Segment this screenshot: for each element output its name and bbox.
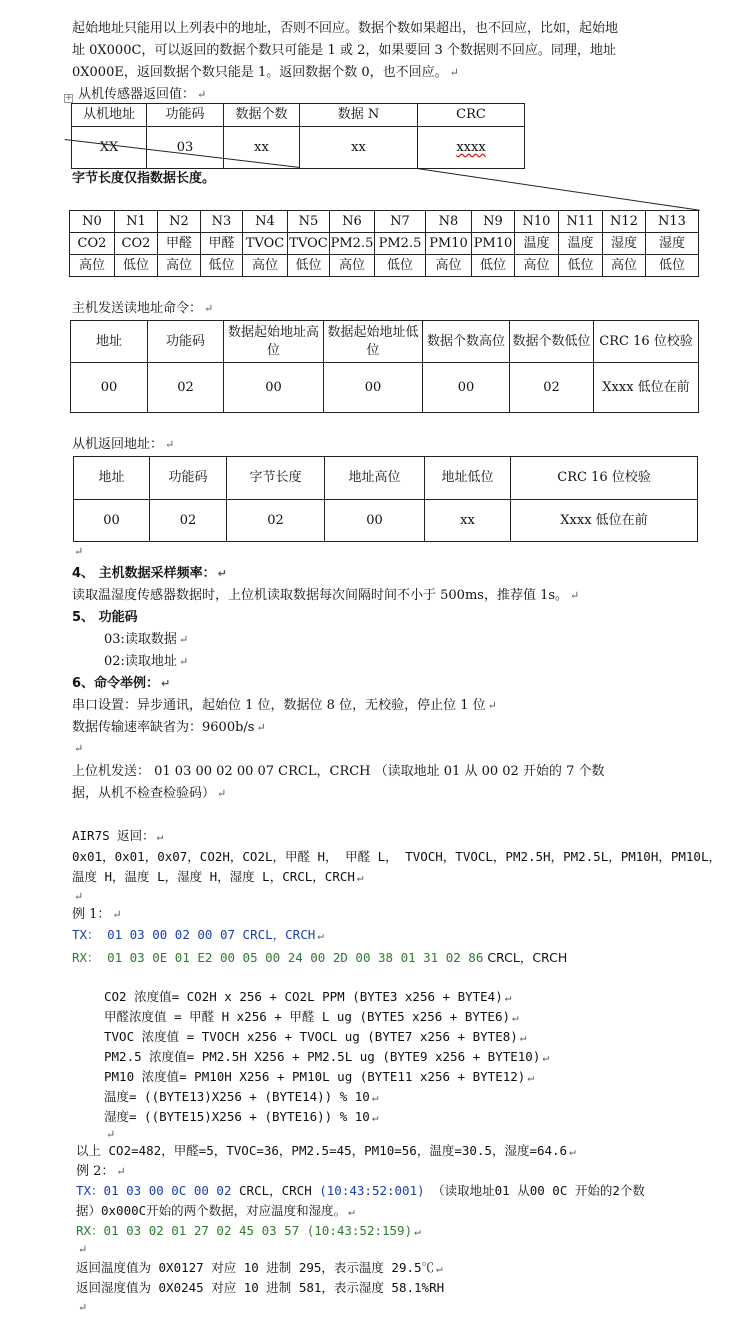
host-send-line-2: 据，从机不检查检验码） ↵: [72, 786, 227, 801]
t2-header-cell: N1: [115, 211, 158, 233]
t3-header-cell: 数据起始地址低位: [324, 321, 423, 363]
example1-title: 例 1： ↵: [72, 907, 122, 922]
t2-header-cell: N9: [472, 211, 515, 233]
t2-cell: 高位: [603, 255, 646, 277]
t2-cell: 湿度: [603, 233, 646, 255]
sensor-return-table: [71, 103, 525, 169]
section6-title: 6、命令举例： ↵: [72, 676, 171, 691]
t4-header-cell: 地址: [74, 457, 150, 500]
empty-paragraph: ↵: [74, 742, 84, 755]
t3-header-cell: 数据个数低位: [510, 321, 594, 363]
example2-tx-crc: CRCL，CRCH: [231, 1183, 312, 1198]
t3-header-cell: CRC 16 位校验: [594, 321, 699, 363]
formula-pm25: PM2.5 浓度值= PM2.5H X256 + PM2.5L ug (BYTE9 x256 + BYTE10) ↵: [104, 1049, 549, 1064]
t2-cell: TVOC: [243, 233, 288, 255]
example1-summary: 以上 CO2=482，甲醛=5，TVOC=36，PM2.5=45，PM10=56，温度=30.5，湿度=64.6 ↵: [76, 1143, 576, 1158]
t2-cell: 低位: [646, 255, 699, 277]
t3-cell: 02: [148, 363, 224, 413]
section4-title: 4、 主机数据采样频率： ↵: [72, 566, 227, 581]
t4-cell: 00: [325, 500, 425, 542]
t2-cell: 低位: [472, 255, 515, 277]
t2-cell: TVOC: [288, 233, 330, 255]
formula-co2: CO2 浓度值= CO2H x 256 + CO2L PPM (BYTE3 x256 + BYTE4) ↵: [104, 989, 512, 1004]
formula-tvoc: TVOC 浓度值 = TVOCH x256 + TVOCL ug (BYTE7 x256 + BYTE8) ↵: [104, 1029, 527, 1044]
t2-cell: 低位: [115, 255, 158, 277]
example1-rx-bytes: RX： 01 03 0E 01 E2 00 05 00 24 00 2D 00 38 01 31 02 86: [72, 950, 484, 965]
example1-tx: TX： 01 03 00 02 00 07 CRCL，CRCH ↵: [72, 927, 324, 942]
example2-rx: RX：01 03 02 01 27 02 45 03 57 (10:43:52:159) ↵: [76, 1223, 421, 1238]
t2-header-cell: N12: [603, 211, 646, 233]
air7s-return-title: AIR7S 返回： ↵: [72, 828, 164, 843]
t3-header-cell: 功能码: [148, 321, 224, 363]
air7s-return-line-2: 温度 H，温度 L，湿度 H，湿度 L，CRCL，CRCH ↵: [72, 869, 364, 884]
example2-tx: [76, 1185, 645, 1198]
t2-header-cell: N13: [646, 211, 699, 233]
t2-cell: 甲醛: [201, 233, 243, 255]
t4-header-cell: 地址高位: [325, 457, 425, 500]
t2-cell: 温度: [515, 233, 559, 255]
example2-temperature: 返回温度值为 0X0127 对应 10 进制 295，表示温度 29.5℃ ↵: [76, 1260, 443, 1275]
empty-paragraph: ↵: [78, 1243, 88, 1256]
example2-humidity: 返回湿度值为 0X0245 对应 10 进制 581，表示湿度 58.1%RH: [76, 1280, 445, 1295]
t3-header-cell: 数据起始地址高位: [224, 321, 324, 363]
section5-title: 5、 功能码: [72, 610, 138, 625]
t3-cell: 00: [324, 363, 423, 413]
intro-line-1: 起始地址只能用以上列表中的地址，否则不回应。数据个数如果超出，也不回应，比如，起始地: [72, 21, 619, 36]
t2-cell: 高位: [515, 255, 559, 277]
host-read-command-table: [70, 320, 699, 413]
empty-paragraph: ↵: [78, 1301, 88, 1314]
t2-cell: 高位: [158, 255, 201, 277]
t4-header-cell: 地址低位: [425, 457, 511, 500]
t2-header-cell: N4: [243, 211, 288, 233]
t2-header-cell: N3: [201, 211, 243, 233]
t2-cell: CO2: [115, 233, 158, 255]
t4-crc-cell: Xxxx 低位在前: [511, 500, 698, 542]
empty-paragraph: ↵: [106, 1128, 116, 1141]
t2-header-cell: N2: [158, 211, 201, 233]
intro-line-2: 址 0X000C，可以返回的数据个数只可能是 1 或 2，如果要回 3 个数据则不回应。同理，地址: [72, 43, 616, 58]
t2-cell: 高位: [426, 255, 472, 277]
formula-temperature: 温度= ((BYTE13)X256 + (BYTE14)) % 10 ↵: [104, 1089, 379, 1104]
t2-cell: CO2: [70, 233, 115, 255]
t2-cell: 低位: [201, 255, 243, 277]
t2-cell: PM2.5: [375, 233, 426, 255]
t2-cell: 甲醛: [158, 233, 201, 255]
t2-header-cell: N6: [330, 211, 375, 233]
t3-crc-cell: Xxxx 低位在前: [594, 363, 699, 413]
empty-paragraph: ↵: [74, 545, 84, 558]
table-move-handle[interactable]: +: [65, 93, 73, 103]
example2-tx-note-2: 据）0x000C开始的两个数据，对应温度和湿度。 ↵: [76, 1203, 355, 1218]
formula-formaldehyde: 甲醛浓度值 = 甲醛 H x256 + 甲醛 L ug (BYTE5 x256 + BYTE6) ↵: [104, 1009, 519, 1024]
intro-line-3: 0X000E，返回数据个数只能是 1。返回数据个数 0，也不回应。 ↵: [72, 65, 459, 80]
t4-header-cell: CRC 16 位校验: [511, 457, 698, 500]
t3-header-cell: 数据个数高位: [423, 321, 510, 363]
t1-cell: XX: [72, 127, 147, 169]
t1-header-cell: 数据 N: [300, 104, 418, 127]
air7s-return-line-1: 0x01，0x01，0x07，CO2H，CO2L，甲醛 H， 甲醛 L， TVOCH，TVOCL，PM2.5H，PM2.5L，PM10H，PM10L，: [72, 849, 721, 864]
baud-rate: 数据传输速率缺省为：9600b/s ↵: [72, 720, 266, 735]
table1-title: 从机传感器返回值： ↵: [78, 87, 207, 102]
t3-cell: 00: [224, 363, 324, 413]
t3-cell: 02: [510, 363, 594, 413]
t2-header-cell: N7: [375, 211, 426, 233]
function-code-item: 02:读取地址 ↵: [104, 654, 189, 669]
t3-cell: 00: [71, 363, 148, 413]
t2-header-cell: N11: [559, 211, 603, 233]
data-bytes-table: [69, 210, 699, 277]
t2-cell: 低位: [288, 255, 330, 277]
t3-header-cell: 地址: [71, 321, 148, 363]
t2-cell: PM2.5: [330, 233, 375, 255]
t2-cell: 高位: [243, 255, 288, 277]
t1-cell: [418, 127, 525, 169]
t2-cell: 温度: [559, 233, 603, 255]
example1-rx: [72, 952, 567, 965]
t3-cell: 00: [423, 363, 510, 413]
t1-cell: xx: [224, 127, 300, 169]
t1-header-cell: 数据个数: [224, 104, 300, 127]
t4-header-cell: 功能码: [150, 457, 227, 500]
table4-title: 从机返回地址： ↵: [72, 437, 175, 452]
t1-cell: xx: [300, 127, 418, 169]
t1-header-cell: CRC: [418, 104, 525, 127]
t2-cell: 低位: [375, 255, 426, 277]
t2-header-cell: N0: [70, 211, 115, 233]
formula-pm10: PM10 浓度值= PM10H X256 + PM10L ug (BYTE11 x256 + BYTE12) ↵: [104, 1069, 534, 1084]
host-send-line-1: 上位机发送： 01 03 00 02 00 07 CRCL，CRCH （读取地址 01 从 00 02 开始的 7 个数: [72, 764, 605, 779]
section4-text: 读取温湿度传感器数据时，上位机读取数据每次间隔时间不小于 500ms，推荐值 1s。 ↵: [72, 588, 580, 603]
t1-header-cell: 从机地址: [72, 104, 147, 127]
t2-cell: 低位: [559, 255, 603, 277]
t2-cell: 高位: [70, 255, 115, 277]
serial-settings: 串口设置：异步通讯，起始位 1 位，数据位 8 位，无校验，停止位 1 位 ↵: [72, 698, 497, 713]
t2-cell: 高位: [330, 255, 375, 277]
byte-length-note: 字节长度仅指数据长度。: [72, 171, 216, 186]
example2-tx-time: (10:43:52:001): [311, 1183, 425, 1198]
t2-cell: PM10: [426, 233, 472, 255]
connector-line-right: [417, 168, 700, 211]
t4-cell: xx: [425, 500, 511, 542]
t2-header-cell: N8: [426, 211, 472, 233]
empty-paragraph: ↵: [74, 890, 84, 903]
t4-header-cell: 字节长度: [227, 457, 325, 500]
t2-cell: PM10: [472, 233, 515, 255]
t1-crc-value: xxxx: [456, 139, 486, 155]
function-code-item: 03:读取数据 ↵: [104, 632, 189, 647]
t2-header-cell: N10: [515, 211, 559, 233]
t2-header-cell: N5: [288, 211, 330, 233]
slave-return-address-table: [73, 456, 698, 542]
example1-rx-crc: CRCL，CRCH: [483, 950, 568, 965]
formula-humidity: 湿度= ((BYTE15)X256 + (BYTE16)) % 10 ↵: [104, 1109, 379, 1124]
table3-title: 主机发送读地址命令： ↵: [72, 301, 214, 316]
t1-cell: 03: [147, 127, 224, 169]
example2-tx-bytes: TX：01 03 00 0C 00 02: [76, 1183, 232, 1198]
t4-cell: 02: [150, 500, 227, 542]
t4-cell: 00: [74, 500, 150, 542]
example2-title: 例 2： ↵: [76, 1164, 126, 1179]
t2-cell: 湿度: [646, 233, 699, 255]
t1-header-cell: 功能码: [147, 104, 224, 127]
t4-cell: 02: [227, 500, 325, 542]
example2-tx-note: （读取地址01 从00 0C 开始的2个数: [424, 1183, 645, 1198]
